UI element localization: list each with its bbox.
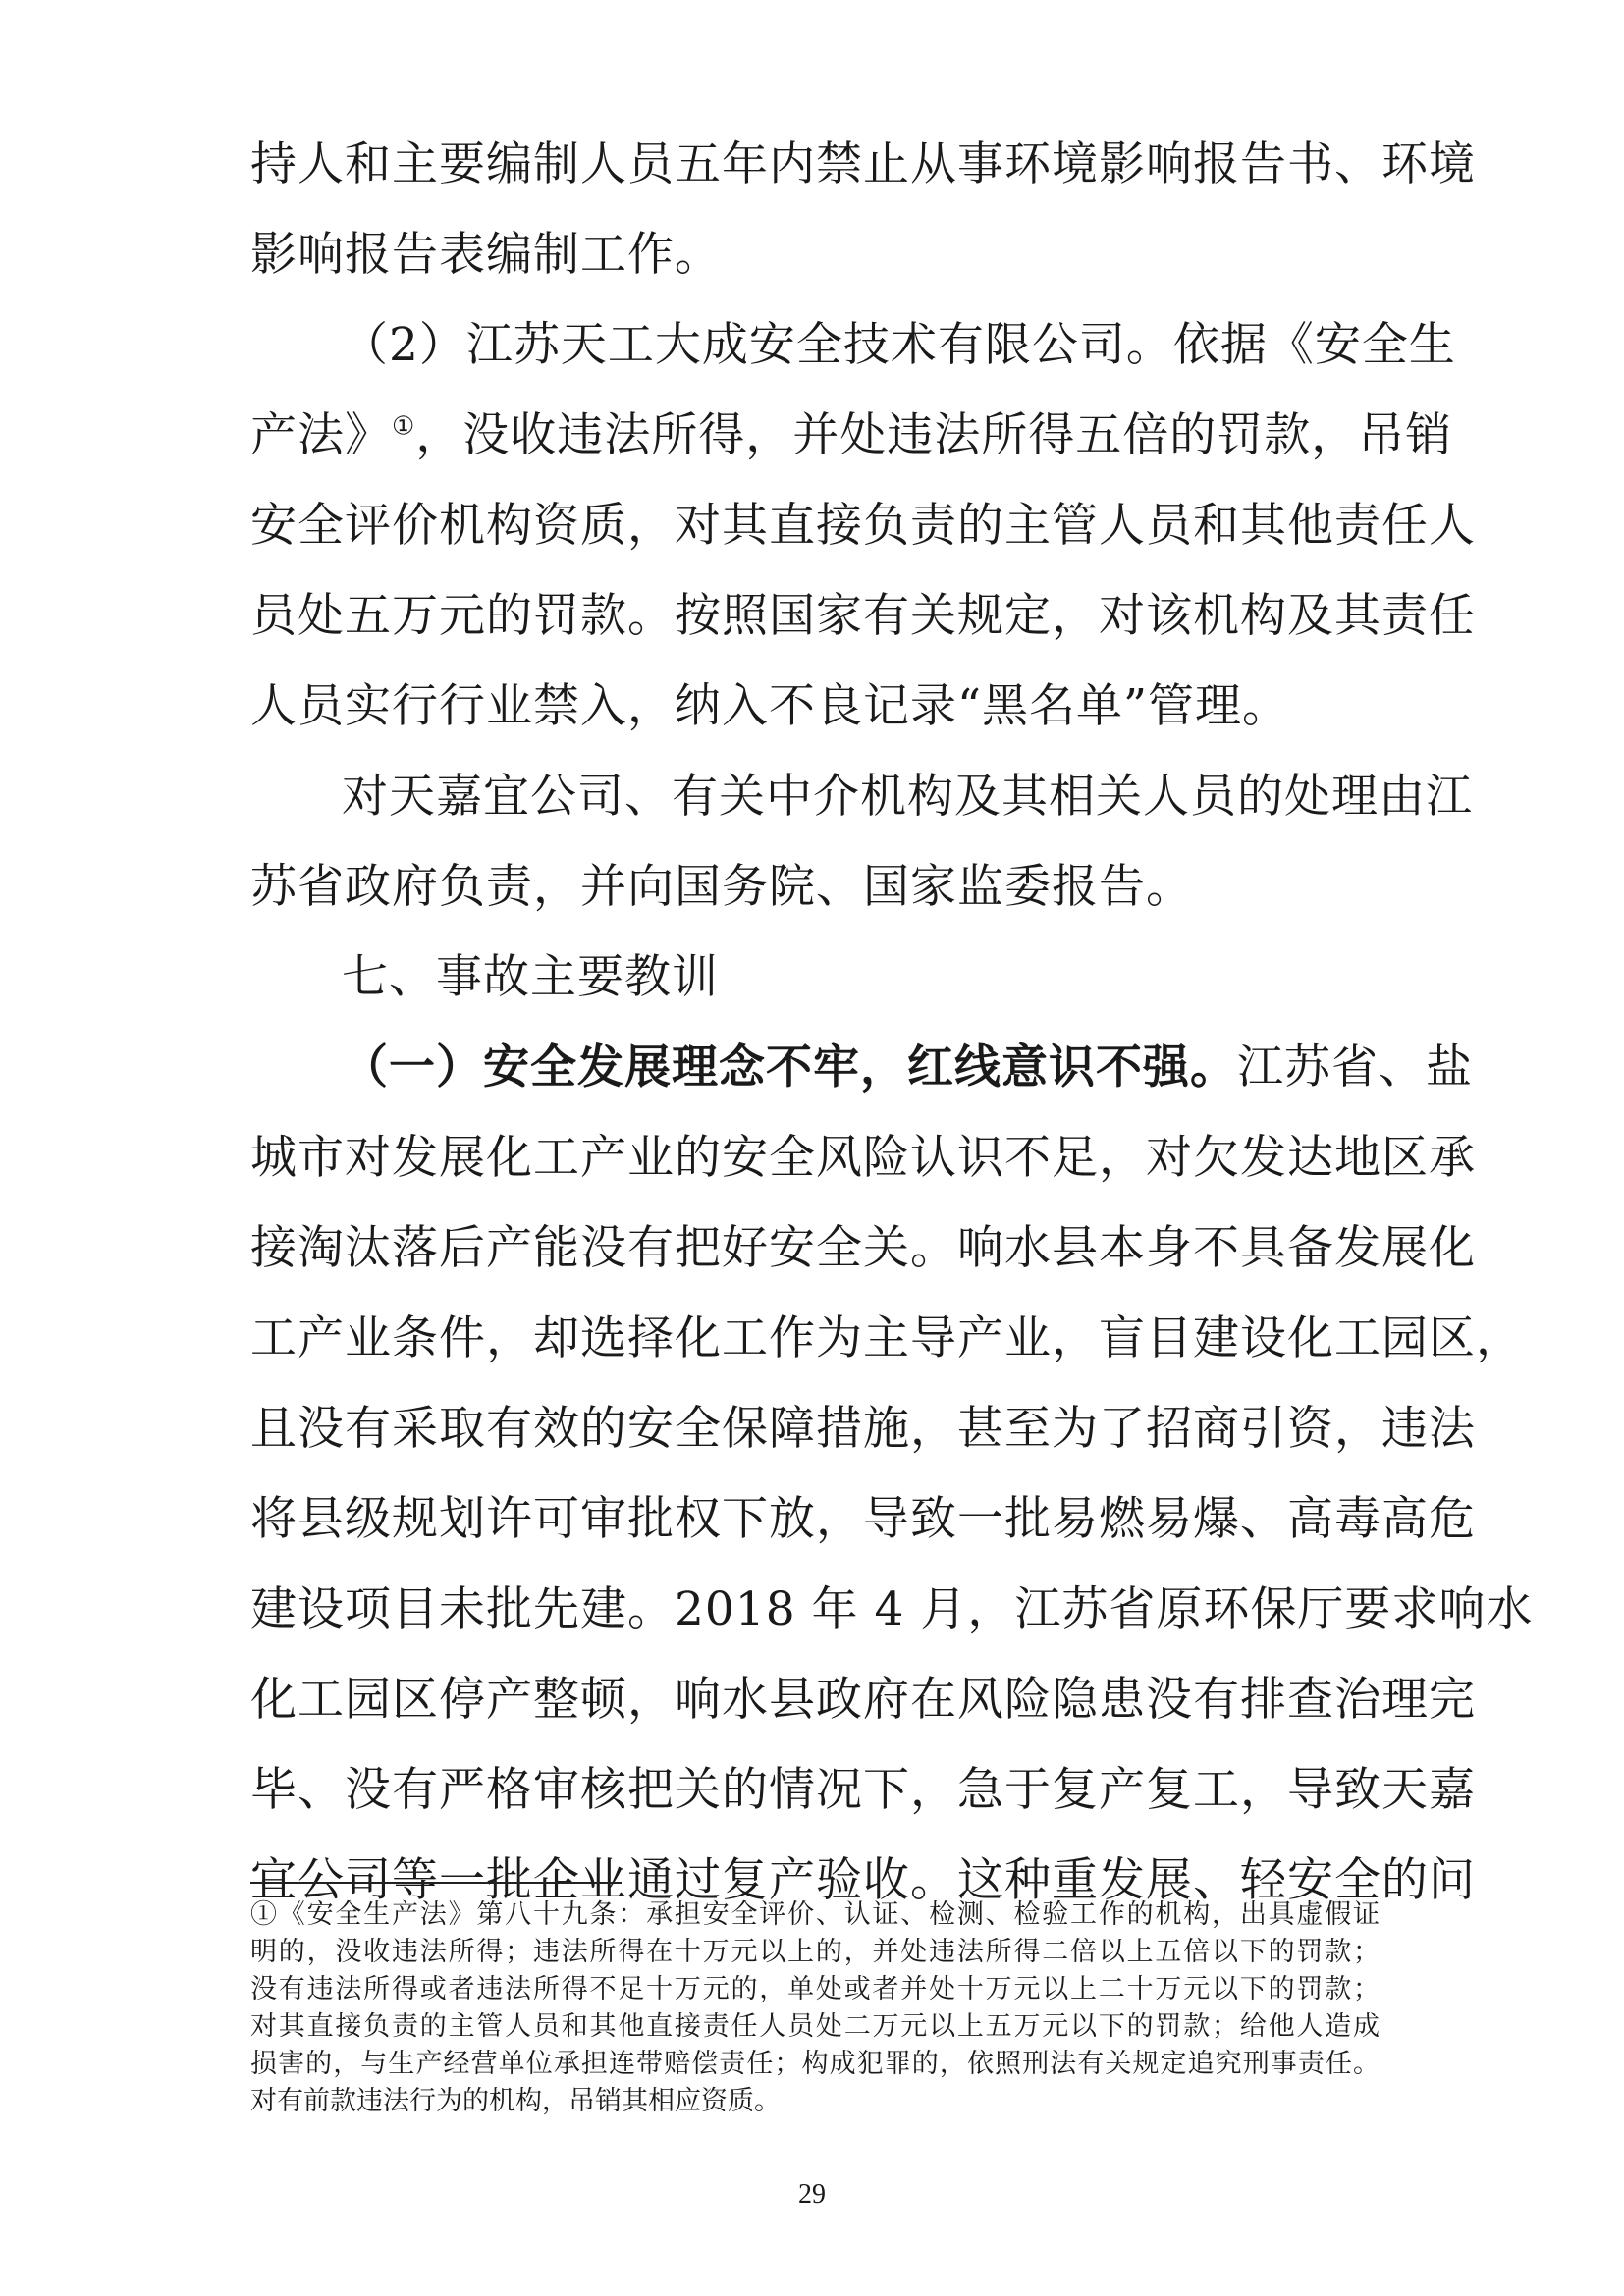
footnote-line: 对有前款违法行为的机构，吊销其相应资质。 [250,2086,781,2116]
subsection-lead: （一）安全发展理念不牢，红线意识不强。 [342,1041,1237,1095]
body-line: 人员实行行业禁入，纳入不良记录“黑名单”管理。 [250,679,1290,733]
body-line: 城市对发展化工产业的安全风险认识不足，对欠发达地区承 [250,1131,1476,1185]
body-line: 且没有采取有效的安全保障措施，甚至为了招商引资，违法 [250,1402,1476,1456]
footnote-line: 对其直接负责的主管人员和其他直接责任人员处二万元以上五万元以下的罚款；给他人造成 [250,2011,1380,2042]
footnote-line: 明的，没收违法所得；违法所得在十万元以上的，并处违法所得二倍以上五倍以下的罚款； [250,1937,1380,1967]
body-line: 苏省政府负责，并向国务院、国家监委报告。 [250,860,1193,914]
footnote-line: 损害的，与生产经营单位承担连带赔偿责任；构成犯罪的，依照刑法有关规定追究刑事责任。 [250,2049,1380,2079]
body-text: 产法》 [250,408,392,462]
body-line: 宜公司等一批企业通过复产验收。这种重发展、轻安全的问 [250,1853,1476,1907]
body-line-with-footnote [250,391,1453,481]
footnote-line: ①《安全生产法》第八十九条：承担安全评价、认证、检测、检验工作的机构，出具虚假证 [250,1899,1380,1930]
page-number: 29 [798,2179,826,2210]
body-line: 将县级规划许可审批权下放，导致一批易燃易爆、高毒高危 [250,1492,1476,1546]
body-line: 安全评价机构资质，对其直接负责的主管人员和其他责任人 [250,499,1476,553]
body-line: （2）江苏天工大成安全技术有限公司。依据《安全生 [342,318,1456,372]
body-line: 建设项目未批先建。2018 年 4 月，江苏省原环保厅要求响水 [250,1582,1534,1636]
body-line: 毕、没有严格审核把关的情况下，急于复产复工，导致天嘉 [250,1763,1476,1817]
subsection-first-line [342,1023,1473,1113]
footnote-line: 没有违法所得或者违法所得不足十万元的，单处或者并处十万元以上二十万元以下的罚款； [250,1974,1380,2004]
body-line: 持人和主要编制人员五年内禁止从事环境影响报告书、环境 [250,137,1476,191]
body-text: 江苏省、盐 [1237,1041,1473,1095]
body-line: 影响报告表编制工作。 [250,228,722,282]
body-line: 对天嘉宜公司、有关中介机构及其相关人员的处理由江 [342,770,1473,824]
footnote-rule [250,1882,622,1884]
body-line: 员处五万元的罚款。按照国家有关规定，对该机构及其责任 [250,589,1476,643]
body-line: 工产业条件，却选择化工作为主导产业，盲目建设化工园区， [250,1311,1523,1365]
footnote-marker: ① [392,411,416,442]
body-line: 化工园区停产整顿，响水县政府在风险隐患没有排查治理完 [250,1673,1476,1727]
section-heading: 七、事故主要教训 [342,950,719,1004]
body-line: 接淘汰落后产能没有把好安全关。响水县本身不具备发展化 [250,1221,1476,1275]
body-text: ，没收违法所得，并处违法所得五倍的罚款，吊销 [415,408,1453,462]
